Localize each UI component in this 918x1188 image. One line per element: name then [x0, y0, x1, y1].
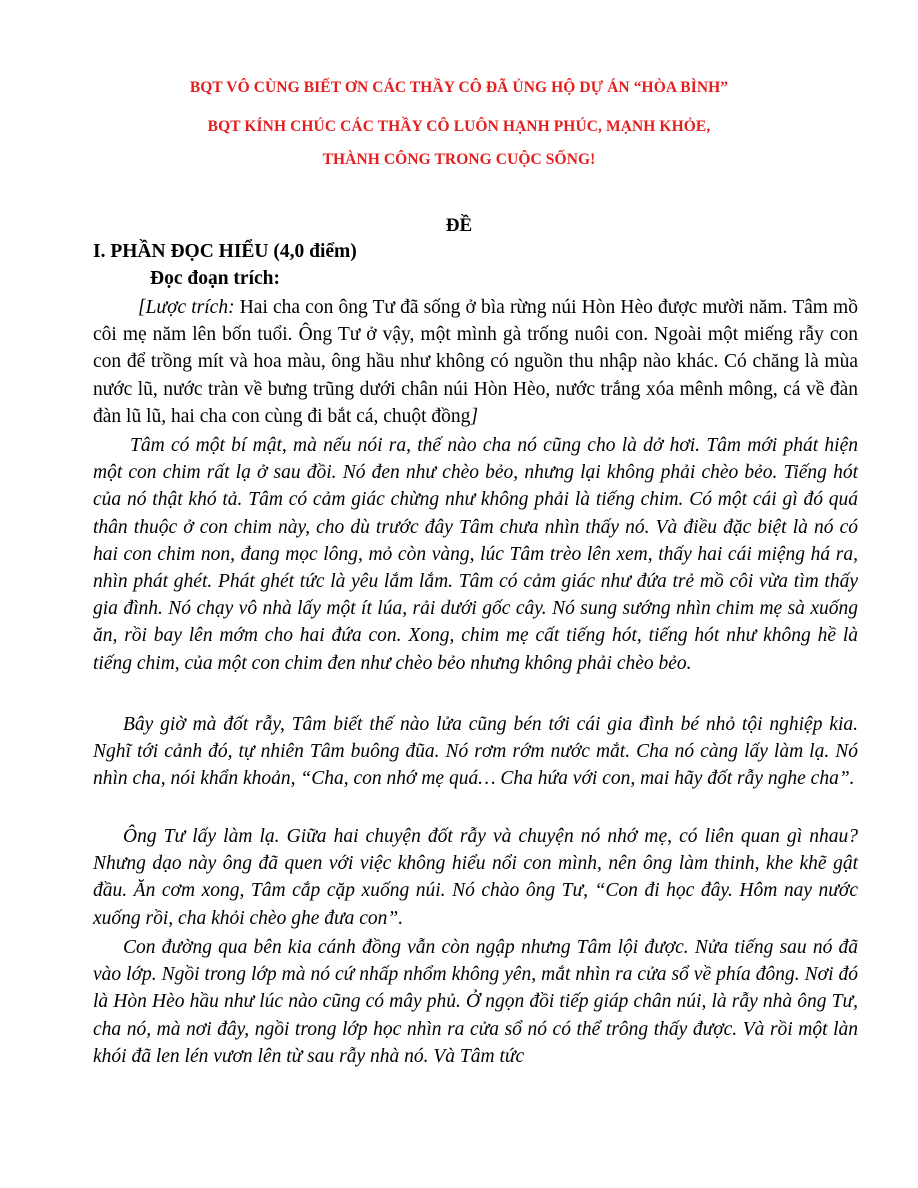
excerpt-paragraph-4: Con đường qua bên kia cánh đồng vẫn còn ngập nhưng Tâm lội được. Nửa tiếng sau nó đã vào lớp. Ngồi trong lớp mà nó cứ nhấp nhổm không yên, mắt nhìn ra cửa sổ về phía đông. Nơi đó là Hòn Hèo hầu như lúc nào cũng có mây phủ. Ở ngọn đồi tiếp giáp chân núi, là rẫy nhà ông Tư, cha nó, mà nơi đây, ngồi trong lớp học nhìn ra cửa sổ nó có thể trông thấy được. Và rồi một làn khói đã len lén vươn lên từ sau rẫy nhà nó. Và Tâm tức [93, 937, 858, 1067]
section-heading: I. PHẦN ĐỌC HIỂU (4,0 điểm) [93, 241, 357, 262]
excerpt-paragraph-3: Ông Tư lấy làm lạ. Giữa hai chuyện đốt rẫy và chuyện nó nhớ mẹ, có liên quan gì nhau? Nhưng dạo này ông đã quen với việc không hiểu nổi con mình, nên ông làm thinh, khe khẽ gật đầu. Ăn cơm xong, Tâm cắp cặp xuống núi. Nó chào ông Tư, “Con đi học đây. Hôm nay nước xuống rồi, cha khỏi chèo ghe đưa con”. [93, 826, 858, 929]
excerpt-paragraph-1: Tâm có một bí mật, mà nếu nói ra, thế nào cha nó cũng cho là dở hơi. Tâm mới phát hiện một con chim rất lạ ở sau đồi. Nó đen như chèo bẻo, nhưng lại không phải chèo bẻo. Tiếng hót của nó thật khó tả. Tâm có cảm giác chừng như không phải là tiếng chim. Có một cái gì đó quá thân thuộc ở con chim này, cho dù trước đây Tâm chưa nhìn thấy nó. Và điều đặc biệt là nó có hai con chim non, đang mọc lông, mỏ còn vàng, lúc Tâm trèo lên xem, thấy hai cái miệng há ra, nhìn phát ghét. Phát ghét tức là yêu lắm lắm. Tâm có cảm giác như đứa trẻ mồ côi vừa tìm thấy gia đình. Nó chạy vô nhà lấy một ít lúa, rải dưới gốc cây. Nó sung sướng nhìn chim mẹ sà xuống ăn, rồi bay lên mớm cho hai đứa con. Xong, chim mẹ cất tiếng hót, tiếng hót như không hề là tiếng chim, của một con chim đen như chèo bẻo nhưng không phải chèo bẻo. [93, 435, 858, 674]
summary-label: [Lược trích: [138, 297, 235, 318]
banner-line-3: THÀNH CÔNG TRONG CUỘC SỐNG! [322, 151, 596, 168]
banner-line-2: BQT KÍNH CHÚC CÁC THẦY CÔ LUÔN HẠNH PHÚC, MẠNH KHỎE, [207, 118, 711, 135]
subheading: Đọc đoạn trích: [150, 268, 280, 289]
excerpt-paragraph-2: Bây giờ mà đốt rẫy, Tâm biết thế nào lửa cũng bén tới cái gia đình bé nhỏ tội nghiệp kia. Nghĩ tới cảnh đó, tự nhiên Tâm buông đũa. Nó rơm rớm nước mắt. Cha nó càng lấy làm lạ. Nó nhìn cha, nói khẩn khoản, “Cha, con nhớ mẹ quá… Cha hứa với con, mai hãy đốt rẫy nghe cha”. [93, 714, 858, 790]
summary-end: ] [470, 405, 479, 427]
summary-text: Hai cha con ông Tư đã sống ở bìa rừng núi Hòn Hèo được mười năm. Tâm mồ côi mẹ năm lên bốn tuổi. Ông Tư ở vậy, một mình gà trống nuôi con. Ngoài một miếng rẫy con con để trồng mít và hoa màu, ông hầu như không có nguồn thu nhập nào khác. Có chăng là mùa nước lũ, nước tràn về bưng trũng dưới chân núi Hòn Hèo, nước trắng xóa mênh mông, cá về đàn đàn lũ lũ, hai cha con cùng đi bắt cá, chuột đồng [93, 297, 858, 427]
banner-line-1: BQT VÔ CÙNG BIẾT ƠN CÁC THẦY CÔ ĐÃ ỦNG HỘ DỰ ÁN “HÒA BÌNH” [189, 79, 729, 96]
summary-paragraph [93, 294, 858, 430]
document-title: ĐỀ [445, 215, 473, 236]
